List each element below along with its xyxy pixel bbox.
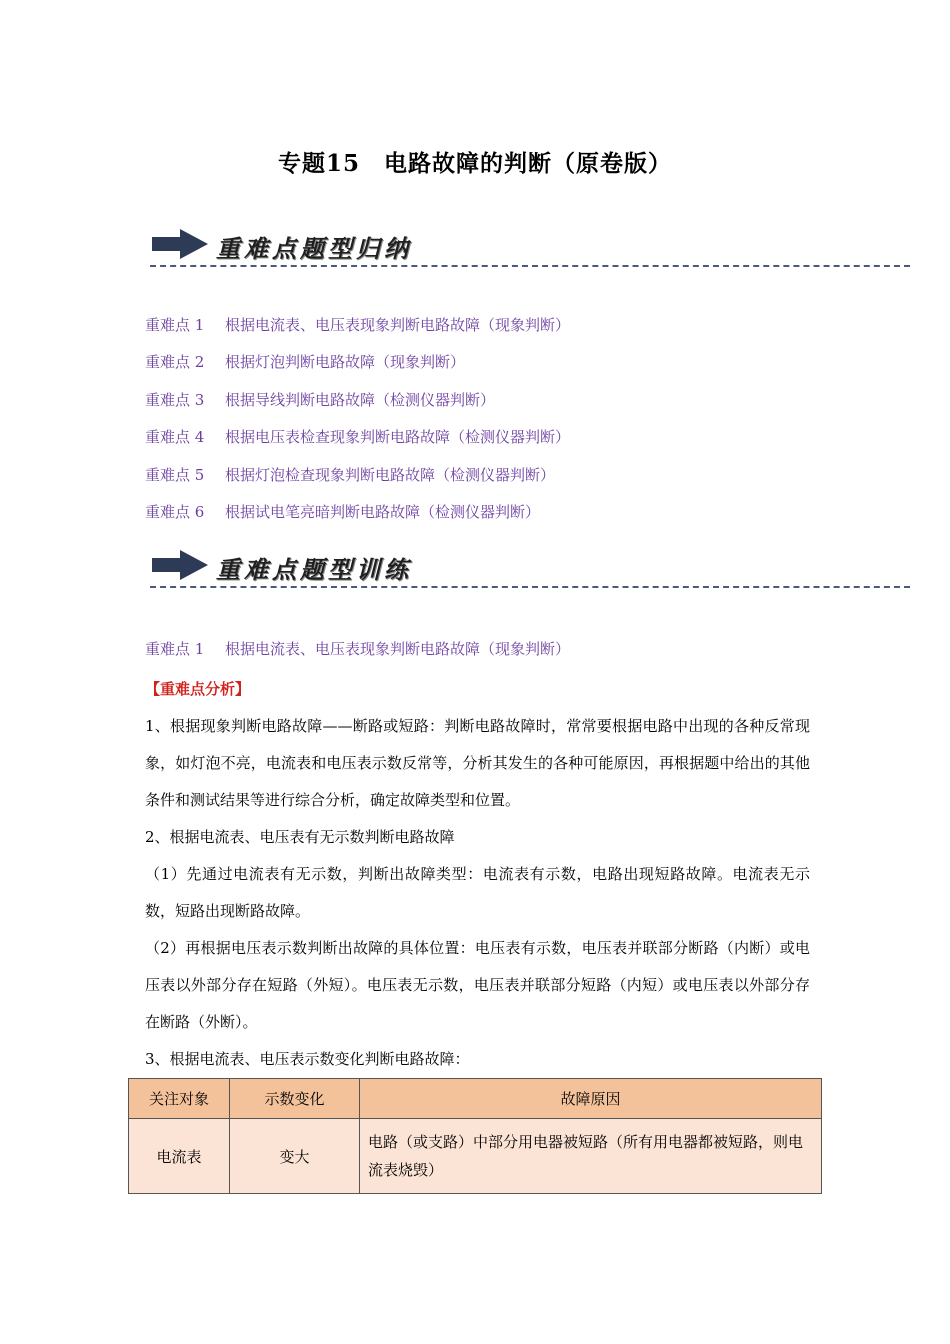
toc-item[interactable]: 重难点 1 根据电流表、电压表现象判断电路故障（现象判断） <box>145 316 571 334</box>
page-title: 专题15 电路故障的判断（原卷版） <box>277 150 672 177</box>
table-row <box>129 1119 822 1194</box>
table-cell: 电路（或支路）中部分用电器被短路（所有用电器都被短路，则电流表烧毁） <box>360 1119 822 1194</box>
table-header: 示数变化 <box>230 1079 360 1119</box>
banner-title: 重难点题型训练 <box>216 555 412 584</box>
toc-list <box>145 314 570 538</box>
paragraph: 3、根据电流表、电压表示数变化判断电路故障： <box>145 1050 470 1068</box>
section-heading: 重难点 1 根据电流表、电压表现象判断电路故障（现象判断） <box>145 640 571 658</box>
paragraph: 1、根据现象判断电路故障——断路或短路：判断电路故障时，常常要根据电路中出现的各种反常现象，如灯泡不亮，电流表和电压表示数反常等，分析其发生的各种可能原因，再根据题中给出的其他条件和测试结果等进行综合分析，确定故障类型和位置。 <box>145 717 810 809</box>
banner-divider <box>150 265 910 267</box>
section-banner-training <box>150 546 910 596</box>
paragraph: （2）再根据电压表示数判断出故障的具体位置：电压表有示数，电压表并联部分断路（内断）或电压表以外部分存在短路（外短）。电压表无示数，电压表并联部分短路（内短）或电压表以外部分存在断路（外断）。 <box>145 939 810 1031</box>
table-cell: 变大 <box>230 1119 360 1194</box>
paragraph: 2、根据电流表、电压表有无示数判断电路故障 <box>145 828 455 846</box>
section-banner-summary <box>150 225 910 275</box>
toc-item[interactable]: 重难点 2 根据灯泡判断电路故障（现象判断） <box>145 353 466 372</box>
arrow-icon <box>150 546 210 584</box>
banner-divider <box>150 586 910 588</box>
toc-item[interactable]: 重难点 3 根据导线判断电路故障（检测仪器判断） <box>145 390 496 409</box>
toc-item[interactable]: 重难点 6 根据试电笔亮暗判断电路故障（检测仪器判断） <box>145 502 541 521</box>
table-cell: 电流表 <box>129 1119 230 1194</box>
table-header: 关注对象 <box>129 1079 230 1119</box>
toc-item[interactable]: 重难点 4 根据电压表检查现象判断电路故障（检测仪器判断） <box>145 428 571 447</box>
arrow-icon <box>150 225 210 263</box>
analysis-label: 【重难点分析】 <box>145 680 251 698</box>
banner-title: 重难点题型归纳 <box>216 234 412 263</box>
fault-table <box>128 1078 822 1194</box>
toc-item[interactable]: 重难点 5 根据灯泡检查现象判断电路故障（检测仪器判断） <box>145 465 556 484</box>
body-text <box>145 708 810 1078</box>
table-header: 故障原因 <box>360 1079 822 1119</box>
paragraph: （1）先通过电流表有无示数，判断出故障类型：电流表有示数，电路出现短路故障。电流表无示数，短路出现断路故障。 <box>145 865 810 920</box>
